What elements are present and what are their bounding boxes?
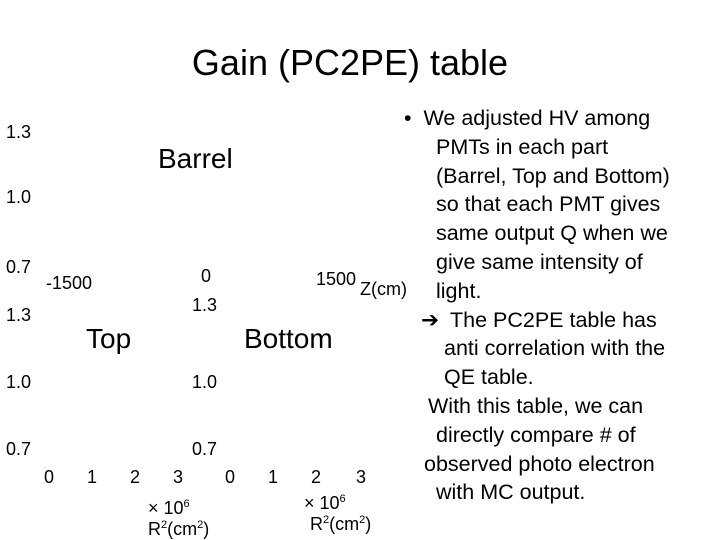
top-x-unit-multiplier: × $10^6$ bbox=[148, 498, 190, 518]
bottom-x-tick: 2 bbox=[311, 467, 322, 487]
plain-line: observed photo electron bbox=[424, 451, 655, 476]
bullet-line: so that each PMT gives bbox=[436, 192, 661, 217]
bullet-line: light. bbox=[436, 278, 482, 303]
top-y-tick: 1.0 bbox=[6, 372, 32, 392]
plain-line: directly compare # of bbox=[436, 422, 636, 447]
top-y-tick: 0.7 bbox=[6, 439, 32, 459]
top-x-tick: 0 bbox=[44, 467, 55, 487]
bullet-line: give same intensity of bbox=[436, 249, 643, 274]
slide-title: Gain (PC2PE) table bbox=[191, 42, 509, 83]
bottom-x-tick: 3 bbox=[356, 467, 367, 487]
top-label: Top bbox=[86, 323, 132, 354]
bullet-line: PMTs in each part bbox=[436, 134, 609, 159]
barrel-y-tick: 0.7 bbox=[6, 257, 32, 277]
barrel-x-tick: -1500 bbox=[46, 273, 93, 293]
barrel-x-tick: 1500 bbox=[316, 269, 357, 289]
barrel-label: Barrel bbox=[158, 143, 233, 174]
arrow-line: ➔ The PC2PE table has bbox=[404, 306, 716, 335]
bottom-y-tick: 0.7 bbox=[192, 439, 218, 459]
bullet-icon: • bbox=[404, 106, 412, 130]
top-x-tick: 1 bbox=[87, 467, 98, 487]
barrel-x-unit: Z(cm) bbox=[360, 279, 407, 299]
bullet-line: (Barrel, Top and Bottom) bbox=[436, 163, 670, 188]
top-x-unit: $R^2(cm^2)$ bbox=[148, 519, 210, 539]
bottom-y-tick: 1.3 bbox=[192, 295, 218, 315]
top-y-tick: 1.3 bbox=[6, 305, 32, 325]
bottom-x-tick: 0 bbox=[225, 467, 236, 487]
arrow-right-icon: ➔ bbox=[420, 307, 439, 332]
bottom-y-tick: 1.0 bbox=[192, 372, 218, 392]
bottom-x-unit: $R^2(cm^2)$ bbox=[310, 514, 372, 534]
bottom-label: Bottom bbox=[244, 323, 333, 354]
top-x-tick: 2 bbox=[130, 467, 141, 487]
top-x-tick: 3 bbox=[173, 467, 184, 487]
barrel-y-tick: 1.3 bbox=[6, 122, 32, 142]
bottom-x-unit-multiplier: × $10^6$ bbox=[304, 493, 346, 513]
arrow-line: anti correlation with the bbox=[444, 336, 666, 361]
notes-block bbox=[404, 104, 716, 507]
barrel-y-tick: 1.0 bbox=[6, 187, 32, 207]
arrow-line: QE table. bbox=[444, 365, 534, 390]
bullet-line: same output Q when we bbox=[436, 221, 668, 246]
barrel-x-tick: 0 bbox=[201, 266, 212, 286]
plain-line: with MC output. bbox=[436, 480, 586, 505]
bottom-x-tick: 1 bbox=[268, 467, 279, 487]
plain-line: With this table, we can bbox=[428, 393, 644, 418]
bullet-line: • We adjusted HV among bbox=[404, 106, 651, 130]
